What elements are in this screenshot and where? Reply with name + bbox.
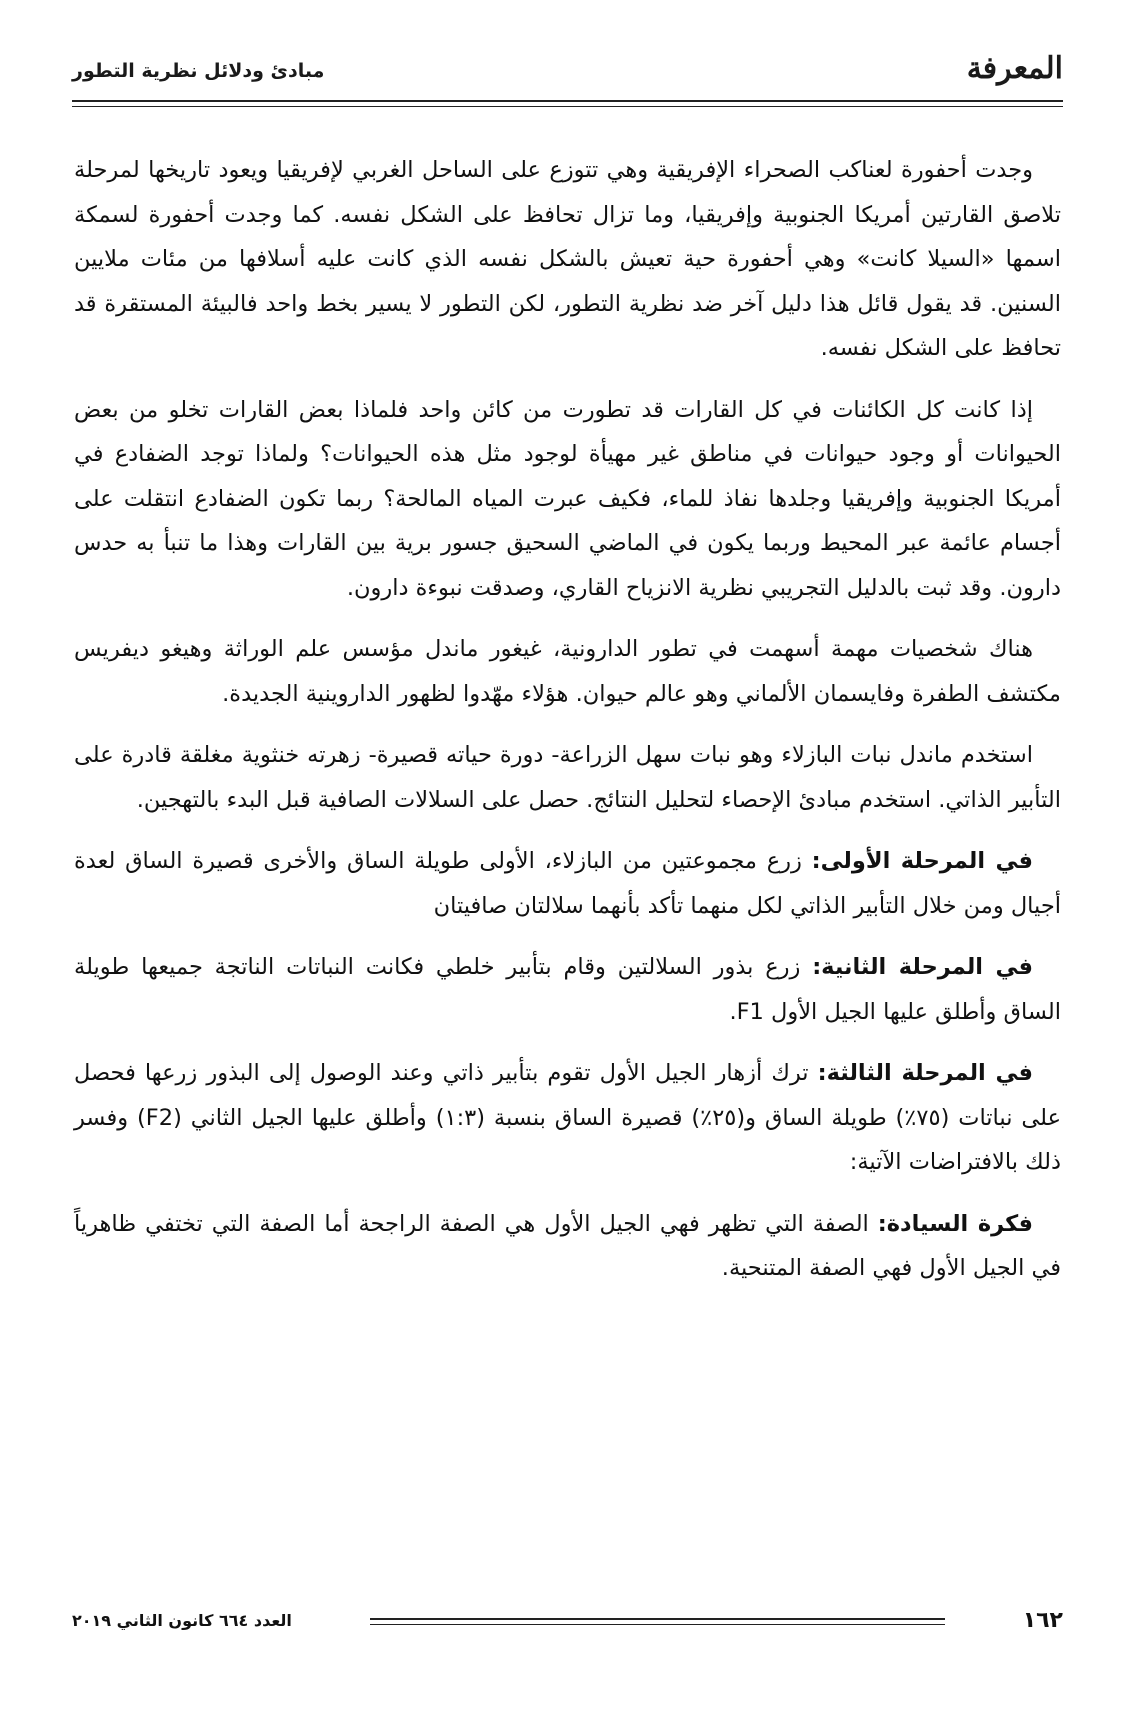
paragraph-lead: في المرحلة الأولى: — [811, 848, 1033, 874]
paragraph-text: زرع مجموعتين من البازلاء، الأولى طويلة الساق والأخرى قصيرة الساق لعدة أجيال ومن خلال التأبير الذاتي لكل منهما تأكد بأنهما سلالتان صافيتان — [74, 848, 1061, 919]
footer-divider — [370, 1618, 945, 1620]
paragraph-text: الصفة التي تظهر فهي الجيل الأول هي الصفة الراجحة أما الصفة التي تختفي ظاهرياً في الجيل الأول فهي الصفة المتنحية. — [74, 1210, 1061, 1281]
paragraph-text: وجدت أحفورة لعناكب الصحراء الإفريقية وهي تتوزع على الساحل الغربي لإفريقيا ويعود تاريخها لمرحلة تلاصق القارتين أمريكا الجنوبية وإفريقيا، وما تزال تحافظ على الشكل نفسه. كما وجدت أحفورة لسمكة اسمها «السيلا كانت» وهي أحفورة حية تعيش بالشكل نفسه الذي كانت عليه أسلافها من مئات ملايين السنين. قد يقول قائل هذا دليل آخر ضد نظرية التطور، لكن التطور لا يسير بخط واحد فالبيئة المستقرة قد تحافظ على الشكل نفسه. — [74, 157, 1061, 361]
page-number: ١٦٢ — [1022, 1608, 1063, 1633]
paragraph-lead: في المرحلة الثالثة: — [817, 1060, 1033, 1086]
paragraph — [74, 1051, 1061, 1185]
paragraph-text: استخدم ماندل نبات البازلاء وهو نبات سهل الزراعة- دورة حياته قصيرة- زهرته خنثوية مغلقة قادرة على التأبير الذاتي. استخدم مبادئ الإحصاء لتحليل النتائج. حصل على السلالات الصافية قبل البدء بالتهجين. — [74, 742, 1061, 813]
paragraph — [74, 627, 1061, 716]
paragraph — [74, 839, 1061, 928]
paragraph — [74, 733, 1061, 822]
paragraph — [74, 148, 1061, 371]
paragraph-text: إذا كانت كل الكائنات في كل القارات قد تطورت من كائن واحد فلماذا بعض القارات تخلو من بعض الحيوانات أو وجود حيوانات في مناطق غير مهيأة لوجود مثل هذه الحيوانات؟ ولماذا توجد الضفادع في أمريكا الجنوبية وإفريقيا وجلدها نفاذ للماء، فكيف عبرت المياه المالحة؟ ربما تكون الضفادع انتقلت على أجسام عائمة عبر المحيط وربما يكون في الماضي السحيق جسور برية بين القارات وهذا ما تنبأ به حدس دارون. وقد ثبت بالدليل التجريبي نظرية الانزياح القاري، وصدقت نبوءة دارون. — [74, 396, 1061, 601]
running-title: مبادئ ودلائل نظرية التطور — [72, 60, 325, 82]
paragraph — [74, 1202, 1061, 1291]
magazine-logo: المعرفة — [966, 51, 1063, 86]
paragraph-text: زرع بذور السلالتين وقام بتأبير خلطي فكانت النباتات الناتجة جميعها طويلة الساق وأطلق عليها الجيل الأول F1. — [74, 954, 1061, 1025]
paragraph — [74, 945, 1061, 1034]
paragraph-lead: فكرة السيادة: — [877, 1210, 1033, 1237]
page-footer — [72, 1606, 1063, 1636]
paragraph-text: ترك أزهار الجيل الأول تقوم بتأبير ذاتي وعند الوصول إلى البذور زرعها فحصل على نباتات (٧٥٪) طويلة الساق و(٢٥٪) قصيرة الساق بنسبة (١:٣) وأطلق عليها الجيل الثاني (F2) وفسر ذلك بالافتراضات الآتية: — [74, 1060, 1061, 1175]
footer-divider-thin — [370, 1624, 945, 1625]
page-header — [72, 50, 1063, 94]
article-body — [74, 148, 1061, 1588]
issue-info: العدد ٦٦٤ كانون الثاني ٢٠١٩ — [72, 1611, 292, 1630]
paragraph-lead: في المرحلة الثانية: — [812, 954, 1033, 980]
paragraph-text: هناك شخصيات مهمة أسهمت في تطور الدارونية، غيغور ماندل مؤسس علم الوراثة وهيغو ديفريس مكتشف الطفرة وفايسمان الألماني وهو عالم حيوان. هؤلاء مهّدوا لظهور الداروينية الجديدة. — [74, 636, 1061, 707]
header-divider-thin — [72, 106, 1063, 107]
paragraph — [74, 388, 1061, 611]
header-divider — [72, 100, 1063, 102]
